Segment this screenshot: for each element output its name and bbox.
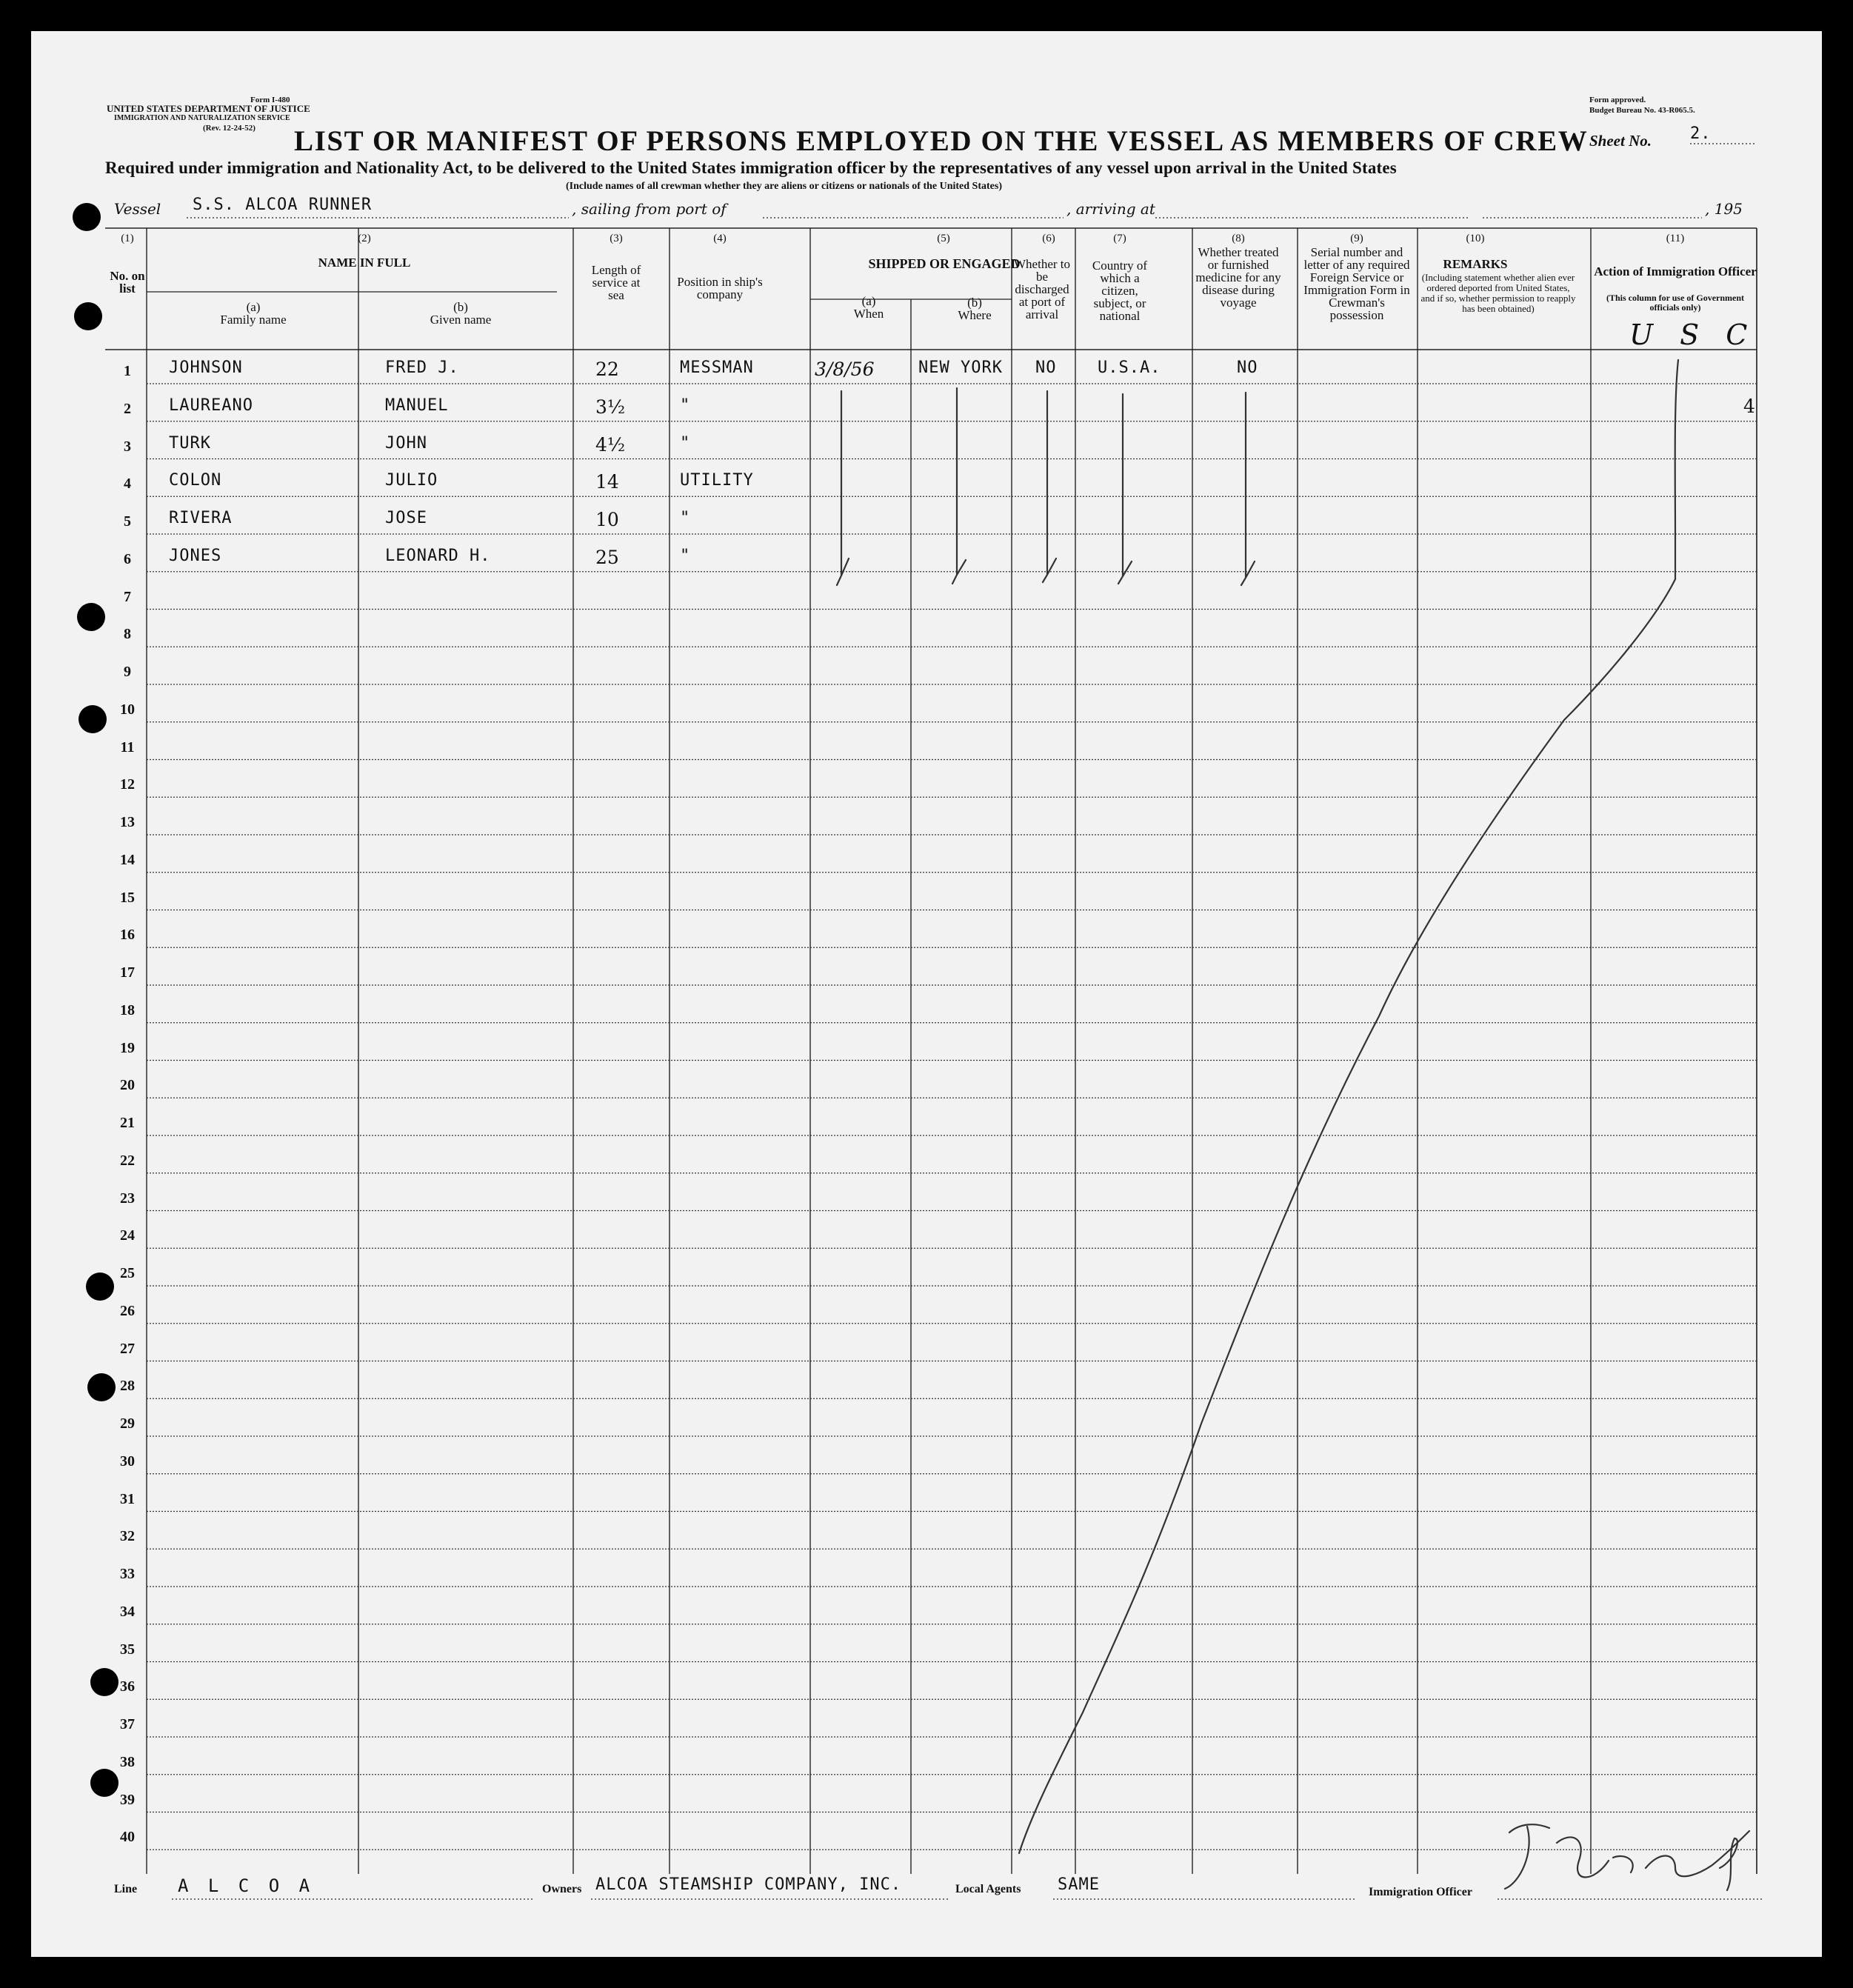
col10-heading: REMARKS: [1443, 257, 1508, 271]
row-number: 20: [120, 1077, 135, 1094]
cell-family: COLON: [169, 471, 222, 490]
row-number: 40: [120, 1829, 135, 1846]
budget-bureau: Budget Bureau No. 43-R065.5.: [1589, 106, 1695, 115]
cell-family: TURK: [169, 433, 211, 453]
col11-heading: Action of Immigration Officer: [1594, 264, 1757, 278]
col1-heading: No. on list: [110, 269, 145, 296]
row-number: 8: [124, 626, 131, 643]
row-number: 21: [120, 1115, 135, 1131]
department-name: UNITED STATES DEPARTMENT OF JUSTICE: [107, 103, 310, 114]
cell-service: 3½: [595, 396, 626, 418]
form-note: (Include names of all crewman whether they are aliens or citizens or nationals of the United States): [566, 181, 1002, 192]
row-number: 17: [120, 964, 135, 981]
col6-heading: Whether to be discharged at port of arrival: [1014, 257, 1070, 321]
row-number: 23: [120, 1190, 135, 1207]
cell-given: JULIO: [385, 471, 438, 490]
row-number: 24: [120, 1227, 135, 1244]
pen-strokes: [31, 31, 1822, 1957]
col6-number: (6): [1042, 233, 1055, 244]
cell-service: 25: [595, 546, 619, 568]
revision-date: (Rev. 12-24-52): [203, 124, 256, 133]
row-number: 1: [124, 363, 131, 379]
row-number: 19: [120, 1039, 135, 1056]
cell-position: ": [680, 509, 691, 527]
col7-heading: Country of which a citizen, subject, or national: [1092, 258, 1148, 323]
row-number: 34: [120, 1603, 135, 1620]
row-number: 9: [124, 664, 131, 680]
cell-service: 14: [595, 471, 619, 493]
col2a-heading: (a) Family name: [220, 300, 287, 327]
cell-country: U.S.A.: [1098, 358, 1161, 377]
local-agents-label: Local Agents: [955, 1883, 1021, 1895]
col10-note: (Including statement whether alien ever ordered deported from United States, and if so, whether permission to reapply has been obtained): [1420, 272, 1576, 314]
col8-number: (8): [1232, 233, 1245, 244]
row-number: 5: [124, 513, 131, 530]
row-number: 37: [120, 1716, 135, 1732]
col3-heading: Length of service at sea: [591, 263, 641, 302]
col1-number: (1): [121, 233, 134, 244]
line-label: Line: [114, 1883, 138, 1895]
owners-value: ALCOA STEAMSHIP COMPANY, INC.: [595, 1875, 902, 1894]
row-number: 31: [120, 1490, 135, 1507]
row-number: 13: [120, 814, 135, 830]
col5-number: (5): [937, 233, 950, 244]
row-number: 29: [120, 1415, 135, 1432]
form-subtitle: Required under immigration and Nationality Act, to be delivered to the United States immigration officer by the representatives of any vessel upon arrival in the United States: [105, 159, 1397, 177]
row-number: 33: [120, 1566, 135, 1582]
cell-position: ": [680, 433, 691, 453]
cell-family: LAUREANO: [169, 396, 253, 415]
cell-service: 10: [595, 509, 619, 530]
cell-family: JONES: [169, 546, 222, 565]
sheet-number: 2.: [1690, 124, 1712, 143]
row-number: 4: [124, 476, 131, 493]
cell-discharged: NO: [1035, 358, 1057, 377]
form-number: Form I-480: [250, 96, 290, 104]
row-number: 28: [120, 1378, 135, 1395]
col3-number: (3): [610, 233, 623, 244]
row-number: 26: [120, 1302, 135, 1319]
row-number: 36: [120, 1678, 135, 1695]
cell-when: 3/8/56: [815, 358, 875, 380]
cell-where: NEW YORK: [918, 358, 1003, 377]
vessel-name: S.S. ALCOA RUNNER: [193, 196, 373, 214]
year-label: , 195: [1705, 200, 1743, 218]
immigration-officer-label: Immigration Officer: [1369, 1886, 1472, 1898]
row-number: 18: [120, 1001, 135, 1018]
row-number: 30: [120, 1452, 135, 1470]
local-agents-value: SAME: [1058, 1875, 1100, 1894]
col11-number: (11): [1666, 233, 1685, 244]
cell-given: FRED J.: [385, 358, 459, 377]
row-number: 15: [120, 889, 135, 906]
row-number: 38: [120, 1753, 135, 1770]
row-number: 32: [120, 1528, 135, 1545]
col2-heading: NAME IN FULL: [318, 256, 411, 270]
arriving-at-label: , arriving at: [1066, 200, 1155, 218]
vessel-label: Vessel: [114, 200, 161, 218]
row-number: 2: [124, 400, 131, 417]
row-number: 7: [124, 588, 131, 605]
row-number: 6: [124, 550, 131, 567]
row-number: 12: [120, 776, 135, 793]
cell-position: ": [680, 546, 691, 565]
handwritten-usc: U S C: [1629, 318, 1757, 351]
cell-medicine: NO: [1237, 358, 1258, 377]
col5b-heading: (b) Where: [958, 296, 992, 322]
row-number: 10: [120, 701, 135, 718]
cell-position: UTILITY: [680, 471, 754, 490]
sailing-from-label: , sailing from port of: [572, 200, 727, 218]
row-number: 14: [120, 851, 135, 868]
col7-number: (7): [1113, 233, 1126, 244]
col9-number: (9): [1350, 233, 1363, 244]
col4-number: (4): [713, 233, 727, 244]
col2b-heading: (b) Given name: [430, 300, 492, 327]
cell-service: 4½: [595, 433, 626, 456]
row-number: 11: [120, 738, 135, 755]
cell-family: RIVERA: [169, 509, 233, 527]
row-number: 39: [120, 1791, 135, 1808]
col2-number: (2): [358, 233, 371, 244]
row-number: 3: [124, 438, 131, 455]
manifest-sheet: [31, 31, 1822, 1957]
cell-given: JOHN: [385, 433, 427, 453]
cell-service: 22: [595, 358, 619, 380]
row-number: 22: [120, 1152, 135, 1169]
cell-given: MANUEL: [385, 396, 449, 415]
row-number: 25: [120, 1265, 135, 1281]
row-number: 27: [120, 1340, 135, 1357]
service-name: IMMIGRATION AND NATURALIZATION SERVICE: [114, 114, 290, 122]
col8-heading: Whether treated or furnished medicine for any disease during voyage: [1195, 245, 1281, 310]
sheet-label: Sheet No.: [1589, 132, 1652, 150]
col9-heading: Serial number and letter of any required Foreign Service or Immigration Form in Crewman's possession: [1303, 245, 1410, 322]
col5-heading: SHIPPED OR ENGAGED: [868, 256, 1021, 271]
line-value: A L C O A: [178, 1875, 315, 1896]
row-number: 16: [120, 927, 135, 944]
col11-note: (This column for use of Government officials only): [1606, 293, 1745, 313]
handwritten-side-mark: 4: [1743, 396, 1755, 417]
cell-given: LEONARD H.: [385, 546, 491, 565]
form-approved: Form approved.: [1589, 96, 1646, 104]
form-title: LIST OR MANIFEST OF PERSONS EMPLOYED ON THE VESSEL AS MEMBERS OF CREW: [294, 125, 1589, 157]
cell-position: MESSMAN: [680, 358, 754, 377]
cell-family: JOHNSON: [169, 358, 243, 377]
row-number: 35: [120, 1641, 135, 1658]
cell-position: ": [680, 396, 691, 415]
owners-label: Owners: [542, 1883, 582, 1895]
col5a-heading: (a) When: [853, 294, 884, 321]
col10-number: (10): [1466, 233, 1485, 244]
cell-given: JOSE: [385, 509, 427, 527]
col4-heading: Position in ship's company: [677, 275, 763, 301]
